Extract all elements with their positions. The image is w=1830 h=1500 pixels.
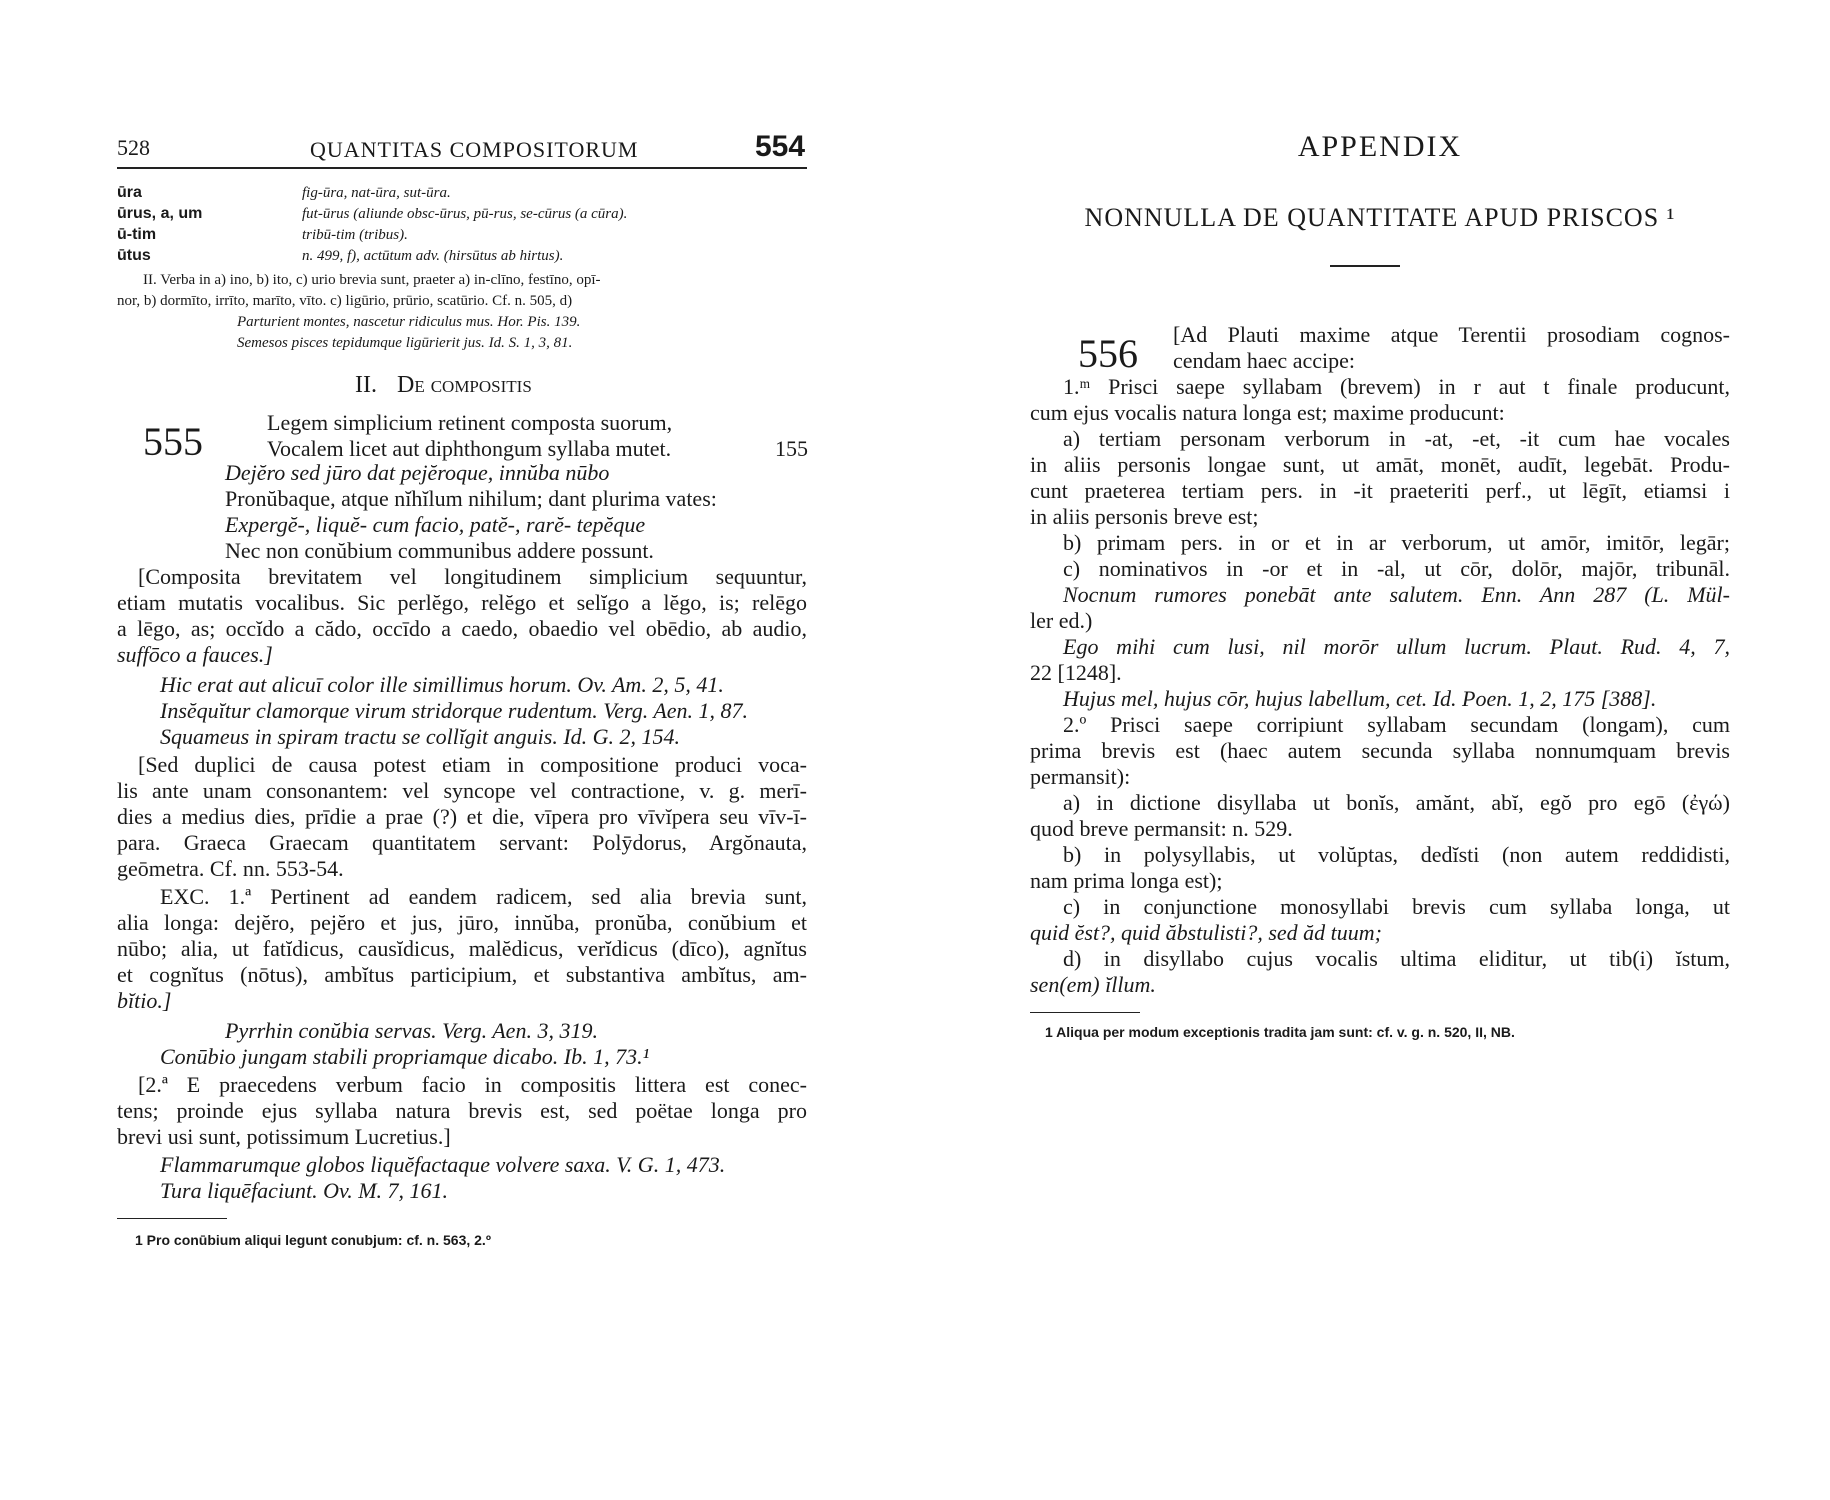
text-line: in aliis personis breve est;: [1030, 504, 1259, 529]
suffix-examples: fig-ūra, nat-ūra, sut-ūra.: [302, 185, 451, 201]
text-line: etiam mutatis vocalibus. Sic perlĕgo, relĕgo et selĭgo a lĕgo, is; relēgo: [117, 590, 807, 615]
text-line: a) tertiam personam verborum in -at, -et, -it cum hae vocales: [1063, 426, 1730, 451]
text-line: quod breve permansit: n. 529.: [1030, 816, 1293, 841]
suffix: ūrus, a, um: [117, 205, 203, 222]
footnote: 1 Pro conūbium aliqui legunt conubjum: cf. n. 563, 2.º: [135, 1232, 491, 1248]
text-line: cunt praeterea tertiam pers. in -it praeteriti perf., ut lēgīt, etiamsi i: [1030, 478, 1730, 503]
text-line: a lēgo, as; occĭdo a cădo, occīdo a caedo, obaedio vel obēdio, ab audio,: [117, 616, 807, 641]
text-line: [Composita brevitatem vel longitudinem simplicium sequuntur,: [138, 564, 807, 589]
suffix: ūra: [117, 184, 142, 201]
text-line: b) primam pers. in or et in ar verborum, ut amōr, imitōr, legār;: [1063, 530, 1730, 555]
text-line: [2.ª E praecedens verbum facio in compositis littera est conec-: [138, 1072, 807, 1097]
text-line: alia longa: dejĕro, pejĕro et jus, jūro, innŭba, pronŭba, conŭbium et: [117, 910, 807, 935]
text-line: ler ed.): [1030, 608, 1093, 633]
text-line: nūbo; alia, ut fatĭdicus, causĭdicus, malĕdicus, verĭdicus (dīco), agnĭtus: [117, 936, 807, 961]
appendix-title: APPENDIX: [1297, 130, 1463, 163]
text-line: c) nominativos in -or et in -al, ut cōr, dolōr, majōr, tribunāl.: [1063, 556, 1730, 581]
text-line: nam prima longa est);: [1030, 868, 1223, 893]
quote-line: Tura liquēfaciunt. Ov. M. 7, 161.: [160, 1178, 449, 1203]
text-line: 1.ᵐ Prisci saepe syllabam (brevem) in r aut t finale producunt,: [1063, 374, 1730, 399]
title-rule: [1330, 265, 1400, 267]
footnote: 1 Aliqua per modum exceptionis tradita jam sunt: cf. v. g. n. 520, II, NB.: [1045, 1024, 1515, 1040]
text-line: tens; proinde ejus syllaba natura brevis est, sed poëtae longa pro: [117, 1098, 807, 1123]
quote-line: Pyrrhin conŭbia servas. Verg. Aen. 3, 319.: [225, 1018, 598, 1043]
verse-line: Dejĕro sed jūro dat pejĕroque, innŭba nūbo: [225, 460, 610, 485]
header-rule: [117, 167, 807, 169]
verse-line: Pronŭbaque, atque nĭhĭlum nihilum; dant plurima vates:: [225, 486, 717, 511]
quote-line: Flammarumque globos liquĕfactaque volvere saxa. V. G. 1, 473.: [160, 1152, 726, 1177]
text-line: quid ĕst?, quid ăbstulisti?, sed ăd tuum;: [1030, 920, 1382, 945]
text-line: c) in conjunctione monosyllabi brevis cum syllaba longa, ut: [1063, 894, 1730, 919]
text-line: geōmetra. Cf. nn. 553-54.: [117, 856, 344, 881]
verse-line: Vocalem licet aut diphthongum syllaba mutet.: [267, 436, 672, 461]
footnote-rule: [117, 1218, 227, 1219]
text-line: b) in polysyllabis, ut volŭptas, dedĭsti (non autem reddidisti,: [1063, 842, 1730, 867]
heading-text: De compositis: [396, 372, 532, 398]
appendix-subtitle: NONNULLA DE QUANTITATE APUD PRISCOS ¹: [1084, 203, 1676, 232]
quote-line: Hujus mel, hujus cōr, hujus labellum, cet. Id. Poen. 1, 2, 175 [388].: [1063, 686, 1657, 711]
text-line: cendam haec accipe:: [1173, 348, 1355, 373]
text-line: cum ejus vocalis natura longa est; maxime producunt:: [1030, 400, 1505, 425]
text-line: a) in dictione disyllaba ut bonĭs, amănt, abĭ, egŏ pro egō (ἐγώ): [1063, 790, 1730, 815]
heading-roman: II.: [355, 372, 377, 398]
quote-line: Hic erat aut alicuī color ille simillimus horum. Ov. Am. 2, 5, 41.: [160, 672, 724, 697]
text-line: in aliis personis longae sunt, ut amāt, monēt, audīt, legebāt. Produ-: [1030, 452, 1730, 477]
verba-line: nor, b) dormīto, irrīto, marīto, vīto. c) ligūrio, prūrio, scatūrio. Cf. n. 505, d): [117, 293, 573, 309]
quote-line: Nocnum rumores ponebāt ante salutem. Enn. Ann 287 (L. Mül-: [1063, 582, 1730, 607]
running-head: QUANTITAS COMPOSITORUM: [310, 137, 639, 162]
right-page: [1030, 0, 1730, 1500]
page-number: 528: [117, 135, 150, 160]
verse-line: Expergĕ-, liquĕ- cum facio, patĕ-, rarĕ- tepĕque: [225, 512, 646, 537]
left-page: [105, 0, 825, 1500]
verba-quote: Semesos pisces tepidumque ligūrierit jus. Id. S. 1, 3, 81.: [237, 335, 573, 351]
text-line: permansit):: [1030, 764, 1131, 789]
suffix-examples: n. 499, f), actūtum adv. (hirsūtus ab hirtus).: [302, 248, 564, 264]
suffix-examples: tribū-tim (tribus).: [302, 227, 408, 243]
suffix: ū-tim: [117, 226, 157, 243]
text-line: brevi usi sunt, potissimum Lucretius.]: [117, 1124, 451, 1149]
text-line: 22 [1248].: [1030, 660, 1122, 685]
text-line: lis ante unam consonantem: vel syncope vel contractione, v. g. merī-: [117, 778, 807, 803]
text-line: [Sed duplici de causa potest etiam in compositione produci voca-: [138, 752, 807, 777]
section-556: 556: [1078, 331, 1138, 376]
quote-line: Conūbio jungam stabili propriamque dicabo. Ib. 1, 73.¹: [160, 1044, 650, 1069]
text-line: bĭtio.]: [117, 988, 172, 1013]
quote-line: Ego mihi cum lusi, nil morōr ullum lucrum. Plaut. Rud. 4, 7,: [1063, 634, 1730, 659]
text-line: 2.º Prisci saepe corripiunt syllabam secundam (longam), cum: [1063, 712, 1730, 737]
text-line: sen(em) ĭllum.: [1030, 972, 1156, 997]
section-number: 554: [755, 130, 806, 163]
suffix: ūtus: [117, 247, 151, 264]
text-line: dies a medius dies, prīdie a prae (?) et die, vīpera pro vīvĭpera seu vīv-ī-: [117, 804, 807, 829]
text-line: et cognĭtus (nōtus), ambĭtus participium, et substantiva ambĭtus, am-: [117, 962, 807, 987]
verse-line: Legem simplicium retinent composta suorum,: [267, 410, 673, 435]
quote-line: Insĕquĭtur clamorque virum stridorque rudentum. Verg. Aen. 1, 87.: [160, 698, 749, 723]
verba-quote: Parturient montes, nascetur ridiculus mus. Hor. Pis. 139.: [237, 314, 581, 330]
text-line: d) in disyllabo cujus vocalis ultima eliditur, ut tib(i) ĭstum,: [1063, 946, 1730, 971]
text-line: prima brevis est (haec autem secunda syllaba nonnumquam brevis: [1030, 738, 1730, 763]
text-line: [Ad Plauti maxime atque Terentii prosodiam cognos-: [1173, 322, 1730, 347]
text-line: para. Graeca Graecam quantitatem servant: Polȳdorus, Argŏnauta,: [117, 830, 807, 855]
verse-line: Nec non conŭbium communibus addere possunt.: [225, 538, 654, 563]
text-line: EXC. 1.ª Pertinent ad eandem radicem, sed alia brevia sunt,: [160, 884, 807, 909]
suffix-examples: fut-ūrus (aliunde obsc-ūrus, pū-rus, se-cūrus (a cūra).: [302, 206, 628, 222]
section-555: 555: [143, 419, 203, 464]
verba-line: II. Verba in a) ino, b) ito, c) urio brevia sunt, praeter a) in-clīno, festīno, opī-: [143, 272, 601, 288]
footnote-rule: [1030, 1012, 1140, 1013]
verse-number: 155: [775, 436, 808, 461]
text-line: suffōco a fauces.]: [117, 642, 273, 667]
quote-line: Squameus in spiram tractu se collĭgit anguis. Id. G. 2, 154.: [160, 724, 681, 749]
section-heading: [355, 372, 532, 399]
